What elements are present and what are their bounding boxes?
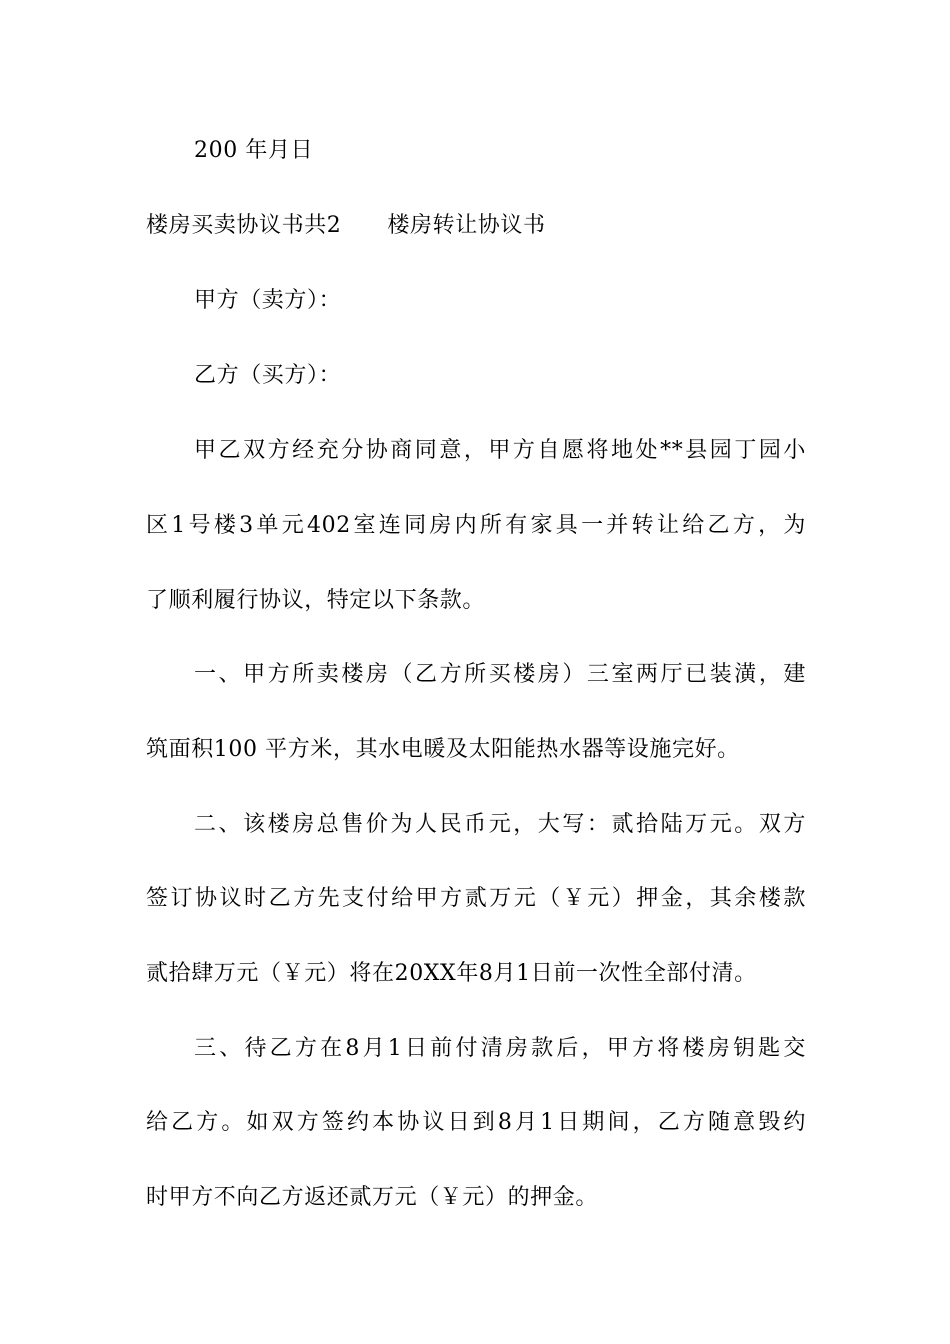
party-b-line: 乙方（买方）：: [194, 363, 342, 388]
paragraph-1-line-1: 甲乙双方经充分协商同意，甲方自愿将地处**县园丁园小: [194, 438, 806, 463]
paragraph-2-line-1: 一、甲方所卖楼房（乙方所买楼房）三室两厅已装潢，建: [194, 662, 806, 687]
paragraph-4-line-1: 三、待乙方在8月1日前付清房款后，甲方将楼房钥匙交: [194, 1036, 806, 1061]
paragraph-3-line-2: 签订协议时乙方先支付给甲方贰万元（￥元）押金，其余楼款: [146, 886, 806, 911]
paragraph-4-line-2: 给乙方。如双方签约本协议日到8月1日期间，乙方随意毁约: [146, 1110, 806, 1135]
date-line: 200 年月日: [194, 138, 314, 163]
heading-left: 楼房买卖协议书共2: [146, 213, 342, 238]
paragraph-1-line-3: 了顺利履行协议，特定以下条款。: [146, 588, 486, 613]
paragraph-3-line-1: 二、该楼房总售价为人民币元，大写：贰拾陆万元。双方: [194, 812, 806, 837]
paragraph-3-line-3: 贰拾肆万元（￥元）将在20XX年8月1日前一次性全部付清。: [146, 961, 757, 986]
paragraph-4-line-3: 时甲方不向乙方返还贰万元（￥元）的押金。: [146, 1185, 599, 1210]
paragraph-1-line-2: 区1号楼3单元402室连同房内所有家具一并转让给乙方，为: [146, 513, 806, 538]
party-a-line: 甲方（卖方）：: [194, 288, 342, 313]
heading-line: [146, 211, 806, 241]
heading-right: 楼房转让协议书: [387, 213, 546, 238]
paragraph-2-line-2: 筑面积100 平方米，其水电暖及太阳能热水器等设施完好。: [146, 737, 740, 762]
